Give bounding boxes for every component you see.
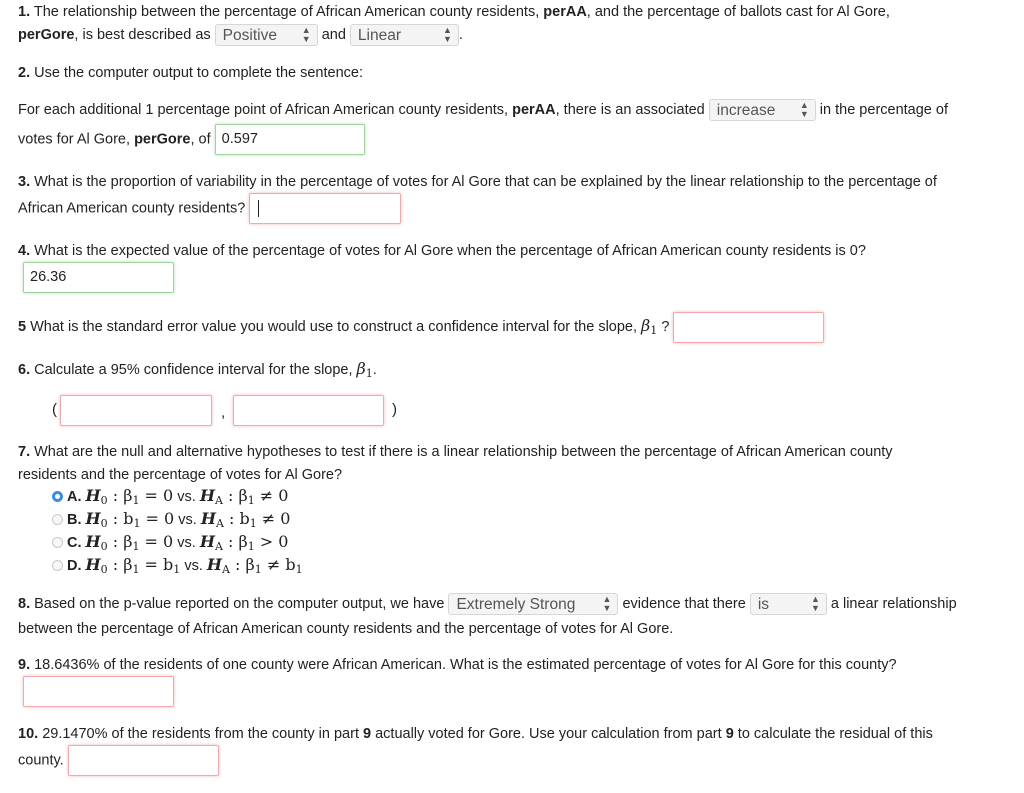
question-3-cont: African American county residents? xyxy=(18,193,1002,224)
question-3: 3. What is the proportion of variability in the percentage of votes for Al Gore that can be explained by the linear relationship to the percentage of xyxy=(18,174,937,190)
close-paren: ) xyxy=(392,401,397,418)
residual-input[interactable] xyxy=(68,745,219,776)
association-select[interactable]: increase ▲ ▼ xyxy=(709,99,816,121)
intercept-input[interactable]: 26.36 xyxy=(23,262,174,293)
question-6: 6. Calculate a 95% confidence interval for the slope, $\beta_1$. xyxy=(18,359,377,380)
radio-empty-icon[interactable] xyxy=(52,537,63,548)
slope-value-input[interactable]: 0.597 xyxy=(215,124,365,155)
beta-symbol: $\beta_1$ xyxy=(641,316,658,337)
updown-arrow-icon: ▲ ▼ xyxy=(602,594,612,614)
text-cursor xyxy=(258,200,259,217)
hypothesis-option-d[interactable]: D. $H_0$ : $\beta_1 = b_1$ vs. $H_A$ : $\beta_1 \ne b_1$ xyxy=(52,554,303,576)
hypothesis-option-b[interactable]: B. $H_0$ : $b_1 = 0$ vs. $H_A$ : $b_1 \ne 0$ xyxy=(52,508,290,530)
question-4-answer xyxy=(23,262,1002,293)
radio-empty-icon[interactable] xyxy=(52,514,63,525)
r-squared-input[interactable] xyxy=(249,193,401,224)
hypothesis-option-a[interactable]: A. $H_0$ : $\beta_1 = 0$ vs. $H_A$ : $\beta_1 \ne 0$ xyxy=(52,485,288,507)
beta-symbol: $\beta_1$ xyxy=(356,359,373,380)
is-select[interactable]: is ▲ ▼ xyxy=(750,593,827,615)
radio-empty-icon[interactable] xyxy=(52,560,63,571)
question-5: 5 What is the standard error value you would use to construct a confidence interval for the slope, $\beta_1$ ? xyxy=(18,310,1002,346)
standard-error-input[interactable] xyxy=(673,312,824,343)
predicted-value-input[interactable] xyxy=(23,676,174,707)
question-10-cont: county. xyxy=(18,745,1002,776)
radio-selected-icon[interactable] xyxy=(52,491,63,502)
question-1: 1. The relationship between the percentage of African American county residents, perAA, and the percentage of ballots cast for Al Gore, perGore, is best described as Positive ▲ ▼ and Linear ▲ ▼ . xyxy=(18,4,890,45)
direction-select[interactable]: Positive ▲ ▼ xyxy=(215,24,318,46)
question-2: 2. Use the computer output to complete the sentence: xyxy=(18,65,363,81)
question-9: 9. 18.6436% of the residents of one county were African American. What is the estimated percentage of votes for Al Gore for this county? xyxy=(18,657,897,673)
question-2-sentence: For each additional 1 percentage point of African American county residents, perAA, there is an associated increase ▲ ▼ in the percentage of xyxy=(18,100,948,120)
question-2-sentence-cont: votes for Al Gore, perGore, of 0.597 xyxy=(18,124,1002,155)
updown-arrow-icon: ▲ ▼ xyxy=(799,100,809,120)
updown-arrow-icon: ▲ ▼ xyxy=(443,25,452,45)
question-8-cont: between the percentage of African American county residents and the percentage of votes for Al Gore. xyxy=(18,621,674,637)
form-select[interactable]: Linear ▲ ▼ xyxy=(350,24,459,46)
question-8: 8. Based on the p-value reported on the computer output, we have Extremely Strong ▲ ▼ evidence that there is ▲ ▼ a linear relationship xyxy=(18,594,957,614)
updown-arrow-icon: ▲ ▼ xyxy=(810,594,820,614)
question-7: 7. What are the null and alternative hypotheses to test if there is a linear relationship between the percentage of African American county residents and the percentage of votes for Al Gore? xyxy=(18,444,893,483)
comma: , xyxy=(221,404,226,421)
question-10: 10. 29.1470% of the residents from the county in part 9 actually voted for Gore. Use your calculation from part 9 to calculate the residual of this xyxy=(18,726,933,742)
question-4: 4. What is the expected value of the percentage of votes for Al Gore when the percentage of African American county residents is 0? xyxy=(18,243,866,259)
updown-arrow-icon: ▲ ▼ xyxy=(301,25,311,45)
open-paren: ( xyxy=(52,401,57,418)
q1-number: 1. xyxy=(18,4,31,20)
ci-upper-input[interactable] xyxy=(233,395,384,426)
ci-lower-input[interactable] xyxy=(60,395,212,426)
hypothesis-option-c[interactable]: C. $H_0$ : $\beta_1 = 0$ vs. $H_A$ : $\beta_1 > 0$ xyxy=(52,531,288,553)
evidence-strength-select[interactable]: Extremely Strong ▲ ▼ xyxy=(448,593,618,615)
